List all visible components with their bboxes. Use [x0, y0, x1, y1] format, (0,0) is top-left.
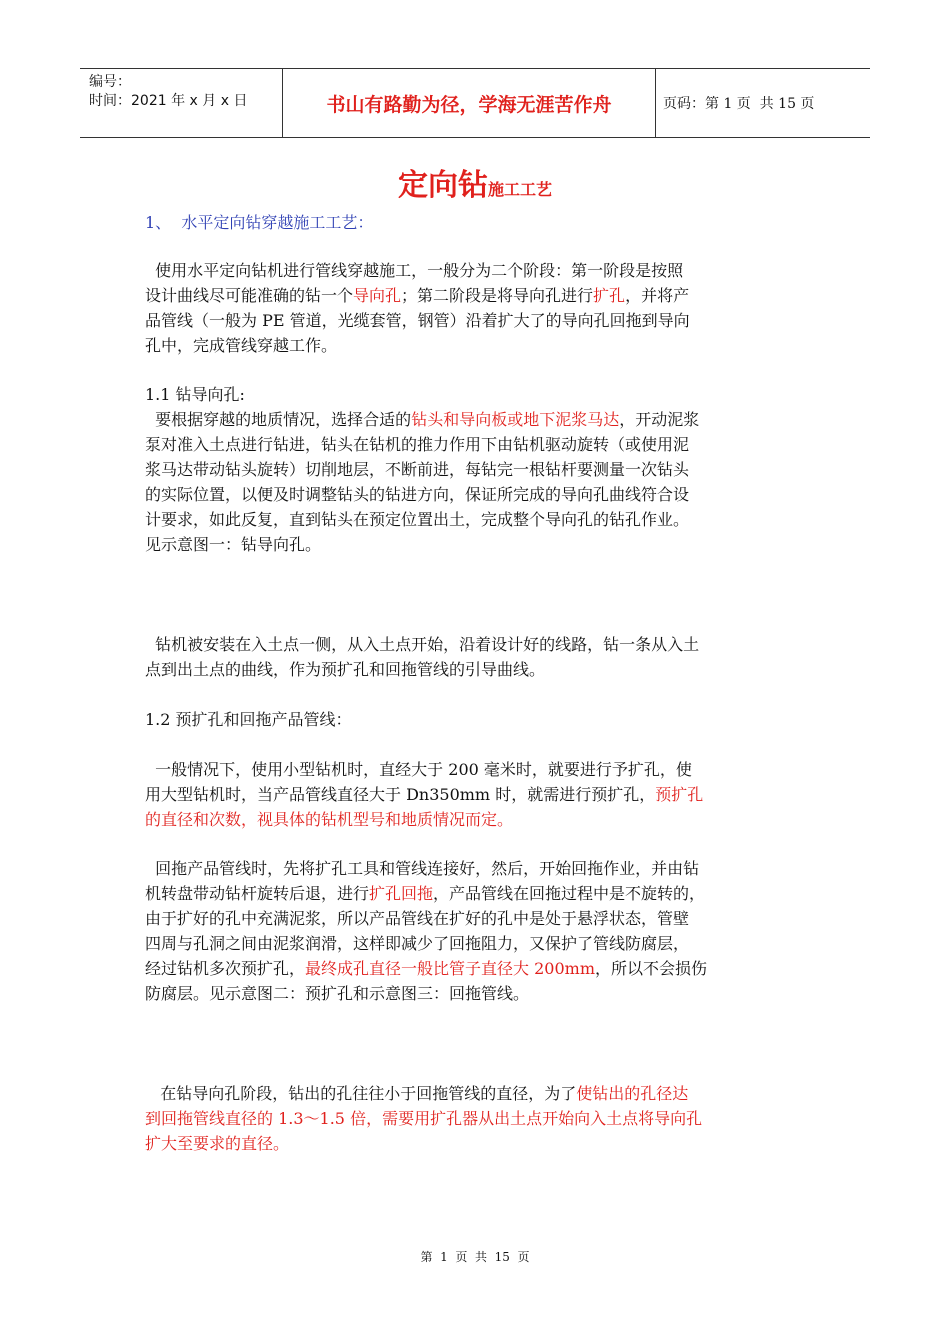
- text-line: 见示意图一：钻导向孔。: [145, 535, 322, 554]
- text-line: 由于扩好的孔中充满泥浆，所以产品管线在扩好的孔中是处于悬浮状态，管壁: [145, 909, 690, 928]
- text-line: 经过钻机多次预扩孔，最终成孔直径一般比管子直径大 200mm，所以不会损伤: [145, 959, 708, 978]
- header-meta: [89, 73, 247, 111]
- highlight-text: 扩孔回拖: [369, 884, 434, 903]
- highlight-text: 扩大至要求的直径。: [145, 1134, 290, 1153]
- highlight-text: 到回拖管线直径的 1.3～1.5 倍，需要用扩孔器从出土点开始向入土点将导向孔: [145, 1109, 703, 1128]
- text-line: 要根据穿越的地质情况，选择合适的钻头和导向板或地下泥浆马达，开动泥浆: [145, 410, 700, 429]
- text-line: 孔中，完成管线穿越工作。: [145, 336, 338, 355]
- subsection-heading-1-1: 1.1 钻导向孔:: [145, 385, 245, 404]
- text-line: 回拖产品管线时，先将扩孔工具和管线连接好，然后，开始回拖作业，并由钻: [145, 859, 700, 878]
- text-line: 防腐层。见示意图二：预扩孔和示意图三：回拖管线。: [145, 984, 530, 1003]
- header-divider: [655, 69, 656, 137]
- highlight-text: 钻头和导向板或地下泥浆马达: [411, 410, 620, 429]
- highlight-text: 的直径和次数，视具体的钻机型号和地质情况而定。: [145, 810, 514, 829]
- page-header-table: [80, 68, 870, 138]
- text-line: 钻机被安装在入土点一侧，从入土点开始，沿着设计好的线路，钻一条从入土: [145, 635, 700, 654]
- text-line: 在钻导向孔阶段，钻出的孔往往小于回拖管线的直径，为了使钻出的孔径达: [145, 1084, 689, 1103]
- highlight-text: 最终成孔直径一般比管子直径大 200mm: [305, 959, 595, 978]
- title-suffix: 施工工艺: [487, 180, 552, 199]
- text-line: 点到出土点的曲线，作为预扩孔和回拖管线的引导曲线。: [145, 660, 546, 679]
- text-line: 浆马达带动钻头旋转）切削地层，不断前进，每钻完一根钻杆要测量一次钻头: [145, 460, 690, 479]
- text-line: 泵对准入土点进行钻进，钻头在钻机的推力作用下由钻机驱动旋转（或使用泥: [145, 435, 690, 454]
- text-line: 机转盘带动钻杆旋转后退，进行扩孔回拖，产品管线在回拖过程中是不旋转的，: [145, 884, 706, 903]
- highlight-text: 扩孔: [593, 286, 626, 305]
- highlight-text: 预扩孔: [655, 785, 704, 804]
- text-line: 设计曲线尽可能准确的钻一个导向孔；第二阶段是将导向孔进行扩孔，并将产: [145, 286, 690, 305]
- highlight-text: 导向孔: [353, 286, 402, 305]
- page-footer: 第 1 页 共 15 页: [420, 1250, 530, 1264]
- text-line: 四周与孔洞之间由泥浆润滑，这样即减少了回拖阻力，又保护了管线防腐层，: [145, 934, 690, 953]
- paragraph-guide-hole: [145, 407, 810, 557]
- text-line: 使用水平定向钻机进行管线穿越施工，一般分为二个阶段：第一阶段是按照: [145, 261, 684, 280]
- paragraph-intro: [145, 258, 810, 358]
- text-line: 品管线（一般为 PE 管道，光缆套管，钢管）沿着扩大了的导向孔回拖到导向: [145, 311, 690, 330]
- document-number-label: 编号：: [89, 74, 131, 90]
- document-date: 时间：2021 年 x 月 x 日: [89, 93, 248, 109]
- text-line: 用大型钻机时，当产品管线直径大于 Dn350mm 时，就需进行预扩孔，预扩孔: [145, 785, 704, 804]
- paragraph-drill-install: [145, 632, 810, 682]
- header-page-code: 页码：第 1 页 共 15 页: [663, 96, 815, 112]
- text-line: 的实际位置，以便及时调整钻头的钻进方向，保证所完成的导向孔曲线符合设: [145, 485, 690, 504]
- highlight-text: 使钻出的孔径达: [576, 1084, 689, 1103]
- text-line: 一般情况下，使用小型钻机时，直经大于 200 毫米时，就要进行予扩孔，使: [145, 760, 692, 779]
- text-line: 计要求，如此反复，直到钻头在预定位置出土，完成整个导向孔的钻孔作业。: [145, 510, 690, 529]
- section-heading-1: 1、 水平定向钻穿越施工工艺：: [145, 213, 374, 232]
- paragraph-reaming-diameter: [145, 1081, 810, 1156]
- paragraph-pre-reaming: [145, 757, 810, 832]
- title-main: 定向钻: [397, 168, 488, 203]
- document-title: [0, 160, 950, 204]
- paragraph-pullback: [145, 856, 810, 1006]
- subsection-heading-1-2: 1.2 预扩孔和回拖产品管线：: [145, 710, 352, 729]
- header-motto: 书山有路勤为径，学海无涯苦作舟: [326, 93, 612, 116]
